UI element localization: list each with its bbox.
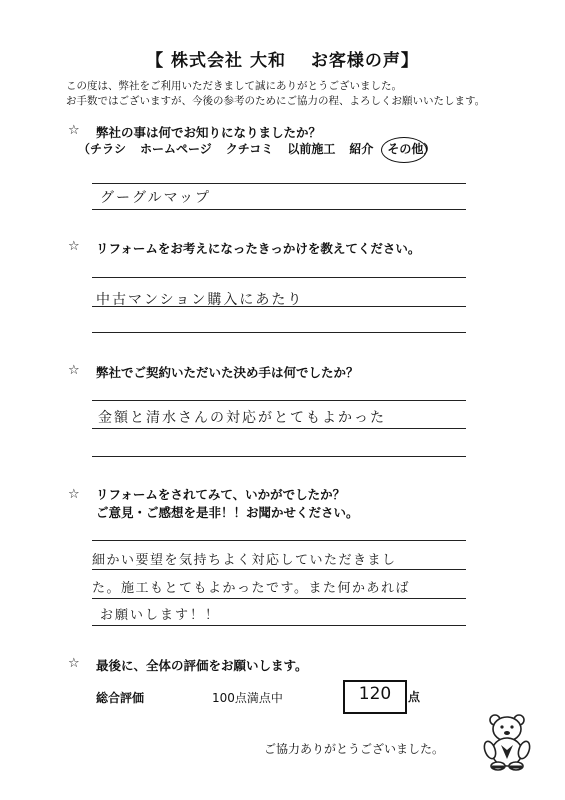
question-2: リフォームをお考えになったきっかけを教えてください。	[96, 241, 421, 256]
choice-close: ）	[423, 142, 436, 156]
answer-2: 中古マンション購入にあたり	[96, 292, 304, 308]
choice-other-circled: その他	[387, 142, 424, 156]
answer-4-line-3: お願いします！！	[100, 608, 221, 623]
question-1: 弊社の事は何でお知りになりましたか？	[96, 125, 322, 140]
answer-3: 金額と清水さんの対応がとてもよかった	[98, 410, 386, 426]
answer-1: グーグルマップ	[100, 190, 212, 206]
question-3: 弊社でご契約いただいた決め手は何でしたか？	[96, 365, 359, 380]
overall-rating-label: 総合評価	[96, 691, 145, 705]
choice-referral: 紹介	[349, 142, 374, 156]
rating-scale: 100点満点中	[212, 691, 283, 705]
star-icon: ☆	[68, 239, 80, 254]
intro-line-1: この度は、弊社をご利用いただきまして誠にありがとうございました。	[66, 80, 402, 92]
question-4-line-2: ご意見・ご感想を是非！！お聞かせください。	[96, 505, 359, 520]
answer-line	[92, 540, 466, 541]
answer-4-line-1: 細かい要望を気持ちよく対応していただきまし	[92, 553, 397, 568]
score-value: 120	[358, 684, 392, 704]
question-5: 最後に、全体の評価をお願いします。	[96, 658, 308, 673]
star-icon: ☆	[68, 363, 80, 378]
answer-line	[92, 569, 466, 570]
answer-4-line-2: た。施工もとてもよかったです。また何かあれば	[92, 581, 410, 596]
answer-line	[92, 428, 466, 429]
answer-line	[92, 456, 466, 457]
page-title: 【 株式会社 大和 お客様の声】	[146, 51, 419, 71]
answer-line	[92, 400, 466, 401]
star-icon: ☆	[68, 656, 80, 671]
choice-kuchikomi: クチコミ	[225, 142, 274, 156]
question-1-choices	[78, 140, 449, 157]
choice-open: （チラシ	[78, 142, 127, 156]
answer-line	[92, 332, 466, 333]
choice-homepage: ホームページ	[140, 142, 212, 156]
intro-line-2: お手数ではございますが、今後の参考のためにご協力の程、よろしくお願いいたします。	[66, 95, 486, 107]
answer-line	[92, 598, 466, 599]
answer-line	[92, 277, 466, 278]
answer-line	[92, 209, 466, 210]
star-icon: ☆	[68, 487, 80, 502]
answer-line	[92, 183, 466, 184]
star-icon: ☆	[68, 123, 80, 138]
answer-line	[92, 306, 466, 307]
answer-line	[92, 625, 466, 626]
closing-message: ご協力ありがとうございました。	[264, 742, 445, 756]
bear-mascot-icon	[482, 712, 532, 772]
choice-previous-work: 以前施工	[287, 142, 336, 156]
score-unit: 点	[408, 690, 421, 704]
question-4-line-1: リフォームをされてみて、いかがでしたか？	[96, 487, 346, 502]
